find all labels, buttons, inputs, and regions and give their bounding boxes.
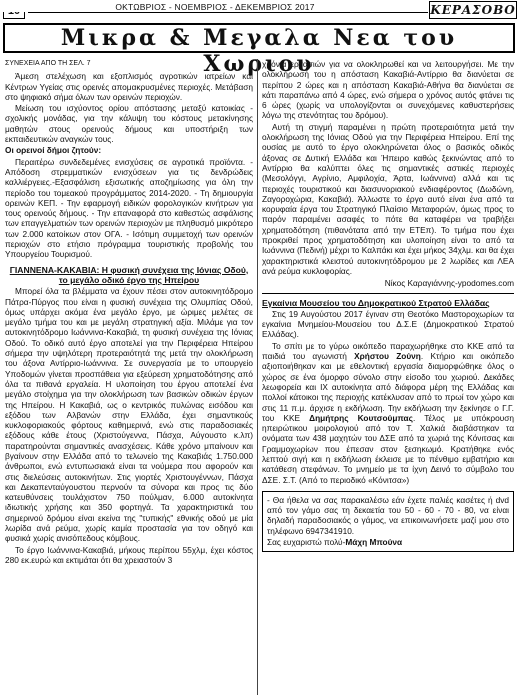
right-column [262,59,514,552]
paragraph: Το έργο Ιωάννινα-Κακαβιά, μήκους περίπου 55χλμ, έχει κόστος 280 εκ.ευρώ και εκτιμάται ότι θα χρειαστούν 3 [5,544,253,565]
header-rule [28,12,428,13]
section-title: Μικρα & Μεγαλα Νεα του Χωριου [3,23,515,53]
person-name: Μάχη Μπούνα [345,537,403,548]
paragraph: Στις 19 Αυγούστου 2017 έγιναν στη Θεοτόκο Μαστοροχωρίων τα εγκαίνια Μνημείου-Μουσείου του Δ.Σ.Ε (Δημοκρατικού Στρατού Ελλάδας). [262,308,514,340]
text-span: . Τέλος με υπόκρουση ηπειρώτικου μοιρολογιού από τον Τ. Χαλκιά διαβάστηκαν τα ονόματα των 438 μαχητών του ΔΣΕ από τα χωριά της Κόνιτσας και Γραμμοχωρίων που έπεσαν στον ξεσηκωμό. Κρατήθηκε ενός λεπτού σιγή και η εκδήλωση έκλεισε με το πένθιμο εμβατήριο και κατάθεση στεφάνων. Το μνημείο με τα ίχνη Δεινό το σύμβολο του ΔΣΕ. Σ.Τ. (Από το περιοδικό «Κόνιτσα») [262,412,514,485]
issue-date [0,2,430,12]
left-column [5,59,253,566]
paragraph: Άμεση στελέχωση και εξοπλισμός αγροτικών ιατρείων και Κέντρων Υγείας στις ορεινές απομακρυσμένες περιοχές. Μετάβαση στο ψηφιακό σήμα όλων των ορεινών περιοχών. [5,71,253,102]
notice-signature [267,537,509,547]
paragraph: Περαιτέρω συνδεδεμένες ενισχύσεις σε αγροτικά προϊόντα. - Απόδοση στρεμματικών ενισχύσεων για τις δενδρώδεις καλλιέργειες.-Εξασφάλιση εξισωτικής αποζημίωσης για όλη την περίοδο του τομεακού προγράμματος 2014-2020. - Τη δημιουργία ορεινών ΚΕΠ. - Την εφαρμογή ειδικών φορολογικών κινήτρων για τους ορεινούς δήμους. - Την επαναφορά στο καθεστώς ασφάλισης των επαγγελματιών των ορεινών περιοχών με πληθυσμό μικρότερο των 2.000 κατοίκων στον ΟΓΑ. - Ισότιμη συμμετοχή των ορεινών περιοχών στο ετήσιο πρόγραμμα τουριστικής προβολής του Υπουργείου Τουρισμού. [5,156,253,260]
article-headline: Εγκαίνια Μουσείου του Δημοκρατικού Στρατού Ελλάδας [262,297,490,308]
notice-box [262,491,514,552]
person-name: Χρήστου Ζούνη [354,351,421,362]
continued-note: ΣΥΝΕΧΕΙΑ ΑΠΟ ΤΗ ΣΕΛ. 7 [5,60,91,67]
person-name: Δημήτρης Κουτσούμπας [309,412,413,423]
paragraph: Μείωση του ισχύοντος ορίου απόστασης μεταξύ κατοικίας - σχολικής μονάδας, για την κάλυψη του κόστους μετακίνησης μαθητών στους ορεινούς δήμους και υποστήριξη των εκπαιδευτικών αναγκών τους. [5,103,253,145]
text-span: . Κτήριο και οικόπεδο αξιοποιήθηκαν και με εθελοντική εργασία διαμορφώθηκε όλος ο χώρος σε ένα όμορφο σύνολο στην είσοδο του χωριού. Δεκάδες λεωφορεία και ΙΧ αυτοκίνητα από διάφορα μέρη της Ελλάδας και πολλοί κάτοικοι της περιοχής κατέκλυσαν από το πρωί τον χώρο και στις 11 π.μ. άρχισε η εκδήλωση. Την εκδήλωση την ξεκίνησε ο Γ.Γ. του ΚΚΕ [262,351,515,423]
article-divider [262,293,514,294]
paragraph [262,341,514,485]
article-headline: ΓΙΑΝΝΕΝΑ-ΚΑΚΑΒΙΑ: Η φυσική συνέχεια της Ιόνιας Οδού, το μεγάλο οδικό έργο της Ηπείρου [9,264,249,285]
notice-text: - Θα ήθελα να σας παρακαλέσω εάν έχετε παλιές κασέτες ή dvd από τον γάμο σας τη δεκαετία του 50 - 60 - 70 - 80, να είναι δηλαδή παραδοσιακός ο γάμος, να επικοινωνήσετε μαζί μου στο τηλέφωνο 6947341910. [267,494,509,536]
text-span: Σας ευχαριστώ πολύ- [267,537,346,548]
page-header [0,0,520,20]
column-divider [257,59,258,695]
text-span: Το σπίτι με το γύρω οικόπεδο παραχωρήθηκε στο ΚΚΕ από τα παιδιά του αγωνιστή [262,340,514,362]
newspaper-brand: ΚΕΡΑΣΟΒΟ [430,3,516,17]
subheading: Οι ορεινοί δήμοι ζητούν: [5,145,102,156]
article-author: Νίκος Καραγιάννης-ypodomes.com [384,278,514,289]
paragraph: Μπορεί όλα τα βλέμματα να έχουν πέσει στον αυτοκινητόδρομο Πάτρα-Πύργος που είναι η φυσική συνέχεια της Ολυμπίας Οδού, όμως υπάρχει ακόμα ένα μεγάλο έργο, με ώριμες μελέτες σε μεγάλο τμήμα του και με μεγάλη στρατηγική αξία. Μιλάμε για τον αυτοκινητόδρομο Ιωάννινα-Κακαβιά, τη φυσική συνέχεια της Ιόνιας Οδού. Το οδικό αυτό έργο αποτελεί για την Περιφέρεια Ηπείρου σήμερα την υψηλότερη προτεραιότητά της μετά την ολοκλήρωση του άξονα Αντίρριο-Ιωάννινα. Σε συνεργασία με το υπουργείο Υποδομών γίνεται προσπάθεια για εξεύρεση χρηματοδότησης από όλα τα πιθανά εργαλεία. Η υλοποίηση του έργου αποτελεί ένα μεγάλο στοίχημα για την ολοκλήρωση των βασικών οδικών έργων της Ηπείρου. Η Κακαβιά, ως ο κεντρικός πυλώνας εισόδου και εξόδου των Αλβανών στην Ελλάδα, έχει σημαντικούς κυκλοφοριακούς φόρτους καθημερινά, ενώ στις παραδοσιακές εξόδους κάθε έτους (Χριστούγεννα, Πάσχα, Αύγουστο κ.λπ) παρατηρούνται σημαντικές ανασχέσεις. Κάθε χρόνο μπαίνουν και βγαίνουν στην Ελλάδα από το τελωνείο της Κακαβιάς 1.750.000 άνθρωποι, ενώ εντυπωσιακά είναι τα νούμερα που αφορούν και στις διελεύσεις αυτοκινήτων. Στις γιορτές Χριστουγέννων, Πάσχα και Δεκαπενταύγουστου περνούν τα σύνορα και προς τις δύο κατευθύνσεις τουλάχιστον 750 πούλμαν, 6.000 αυτοκίνητα ιδιωτικής χρήσης και 350 φορτηγά. Τα χαρακτηριστικά του σημερινού δρόμου είναι εκείνα της "τυπικής" εθνικής οδού με μία λωρίδα ανά ρεύμα, χωρίς καμία προστασία για τον οδηγό και φυσικά χωρίς ανισόπεδους κόμβους. [5,286,253,544]
paragraph: χρόνια εργασιών για να ολοκληρωθεί και να λειτουργήσει. Με την ολοκλήρωσή του η απόσταση Κακαβιά-Αντίρριο θα διανύεται σε περίπου 2 ώρες και η απόσταση Κακαβιά-Αθήνα θα διανύεται σε κάτι παραπάνω από 4 ώρες, ενώ σήμερα ο χρόνος αυτός φτάνει τις 6 ώρες (χωρίς να υπολογίζονται οι συνεχόμενες καθυστερήσεις λόγω της στενότητας του δρόμου). [262,59,514,121]
paragraph: Αυτή τη στιγμή παραμένει η πρώτη προτεραιότητα μετά την ολοκλήρωση της Ιόνιας Οδού για την Περιφέρεια Ηπείρου. Επί της ουσίας με αυτό το έργο ολοκληρώνεται όλος ο βασικός οδικός άξονας σε Δυτική Ελλάδα και Ήπειρο καθώς ξεκινώντας από το Αντίρριο θα καλύπτει όλες τις σημαντικές αστικές περιοχές (Μεσολόγγι, Αγρίνιο, Αμφιλοχία, Άρτα, Ιωάννινα) αλλά και τις περιοχές τουριστικού και διασυνοριακού ενδιαφέροντος (Δωδώνη, Ζαγοροχώρια, Κακαβιά). Άλλωστε το έργο αυτό είναι ένα από τα κορυφαία έργα του Στρατηγικό Πλαίσιο Μεταφορών, όμως προς το παρόν παραμένει ασαφές το πότε θα καταφέρει να τραβήξει χρηματοδότηση (πιθανότατα από την ΕΤΕπ). Το τμήμα που έχει προκριθεί προς χρηματοδότηση και υλοποίηση είναι το από τα Ιωάννινα (Πεδινή) μέχρι το Καλπάκι και έχει μήκος 34χλμ. και θα έχει χαρακτηριστικά κλειστού αυτοκινητόδρομου με 2 λωρίδες και ΛΕΑ ανά ρεύμα κυκλοφορίας. [262,121,514,276]
issue-date-text: ΟΚΤΩΒΡΙΟΣ - ΝΟΕΜΒΡΙΟΣ - ΔΕΚΕΜΒΡΙΟΣ 2017 [111,2,318,12]
